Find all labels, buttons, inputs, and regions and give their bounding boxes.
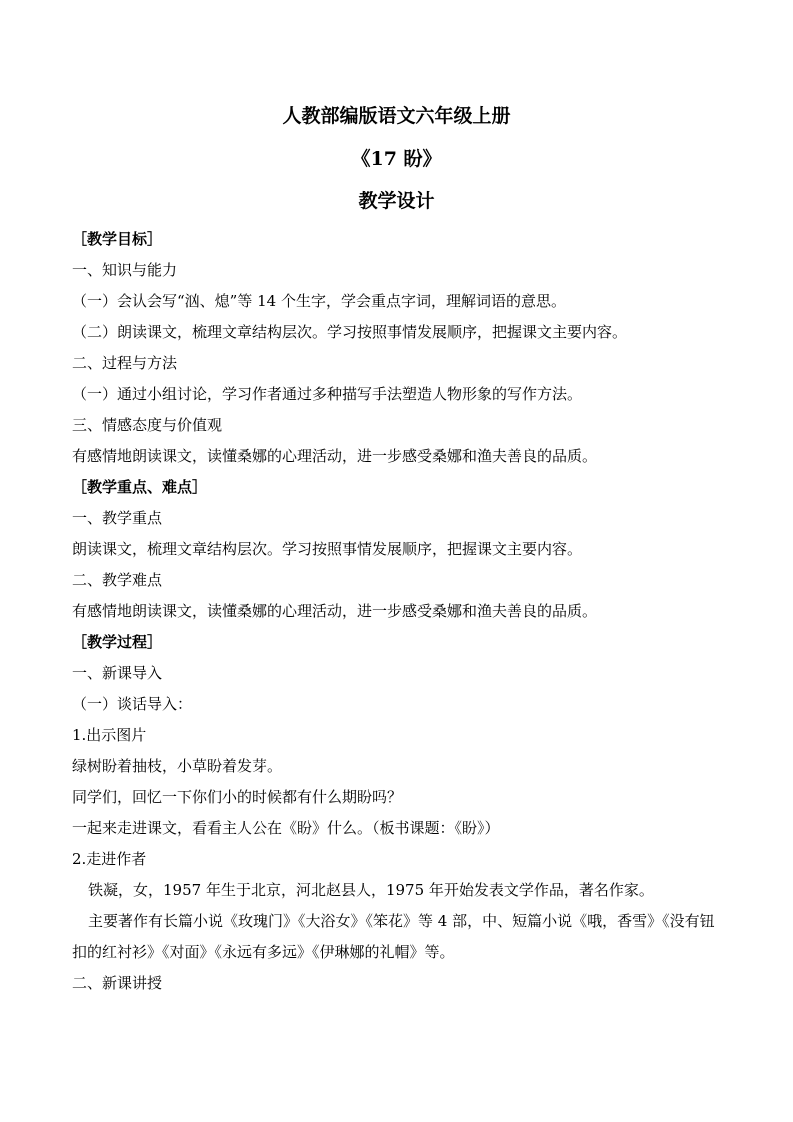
paragraph: 2.走进作者 [72, 850, 147, 868]
paragraph: 有感情地朗读课文，读懂桑娜的心理活动，进一步感受桑娜和渔夫善良的品质。 [72, 602, 598, 620]
author-bio: 铁凝，女，1957 年生于北京，河北赵县人，1975 年开始发表文学作品，著名作家。 [88, 881, 654, 899]
paragraph: （二）朗读课文，梳理文章结构层次。学习按照事情发展顺序，把握课文主要内容。 [72, 323, 628, 341]
subheading-difficulty: 二、教学难点 [72, 571, 163, 589]
paragraph: 一起来走进课文，看看主人公在《盼》什么。（板书课题：《盼》） [72, 819, 500, 837]
author-works [72, 906, 727, 968]
subheading-knowledge: 一、知识与能力 [72, 261, 178, 279]
section-heading-key-points: ［教学重点、难点］ [72, 478, 208, 496]
paragraph: （一）会认会写“汹、熄”等 14 个生字，学会重点字词，理解词语的意思。 [72, 292, 566, 310]
document-title: 人教部编版语文六年级上册 [282, 105, 511, 127]
subheading-process: 二、过程与方法 [72, 354, 178, 372]
document-body [72, 224, 727, 999]
subheading-key-point: 一、教学重点 [72, 509, 163, 527]
paragraph: 有感情地朗读课文，读懂桑娜的心理活动，进一步感受桑娜和渔夫善良的品质。 [72, 447, 598, 465]
subheading-new-lesson: 二、新课讲授 [72, 974, 163, 992]
paragraph: 绿树盼着抽枝，小草盼着发芽。 [72, 757, 283, 775]
paragraph: （一）谈话导入： [72, 695, 193, 713]
subheading-introduction: 一、新课导入 [72, 664, 163, 682]
lesson-title: 《17 盼》 [351, 148, 442, 170]
subheading-emotion: 三、情感态度与价值观 [72, 416, 223, 434]
paragraph: 同学们，回忆一下你们小的时候都有什么期盼吗？ [72, 788, 403, 806]
paragraph: 朗读课文，梳理文章结构层次。学习按照事情发展顺序，把握课文主要内容。 [72, 540, 583, 558]
author-works-text: 主要著作有长篇小说《玫瑰门》《大浴女》《笨花》等 4 部，中、短篇小说《哦，香雪》《没有钮扣的红衬衫》《对面》《永远有多远》《伊琳娜的礼帽》等。 [72, 912, 715, 961]
document-subtitle: 教学设计 [358, 190, 435, 212]
section-heading-objectives: ［教学目标］ [72, 230, 163, 248]
paragraph: 1.出示图片 [72, 726, 147, 744]
section-heading-process: ［教学过程］ [72, 633, 163, 651]
paragraph: （一）通过小组讨论，学习作者通过多种描写手法塑造人物形象的写作方法。 [72, 385, 583, 403]
